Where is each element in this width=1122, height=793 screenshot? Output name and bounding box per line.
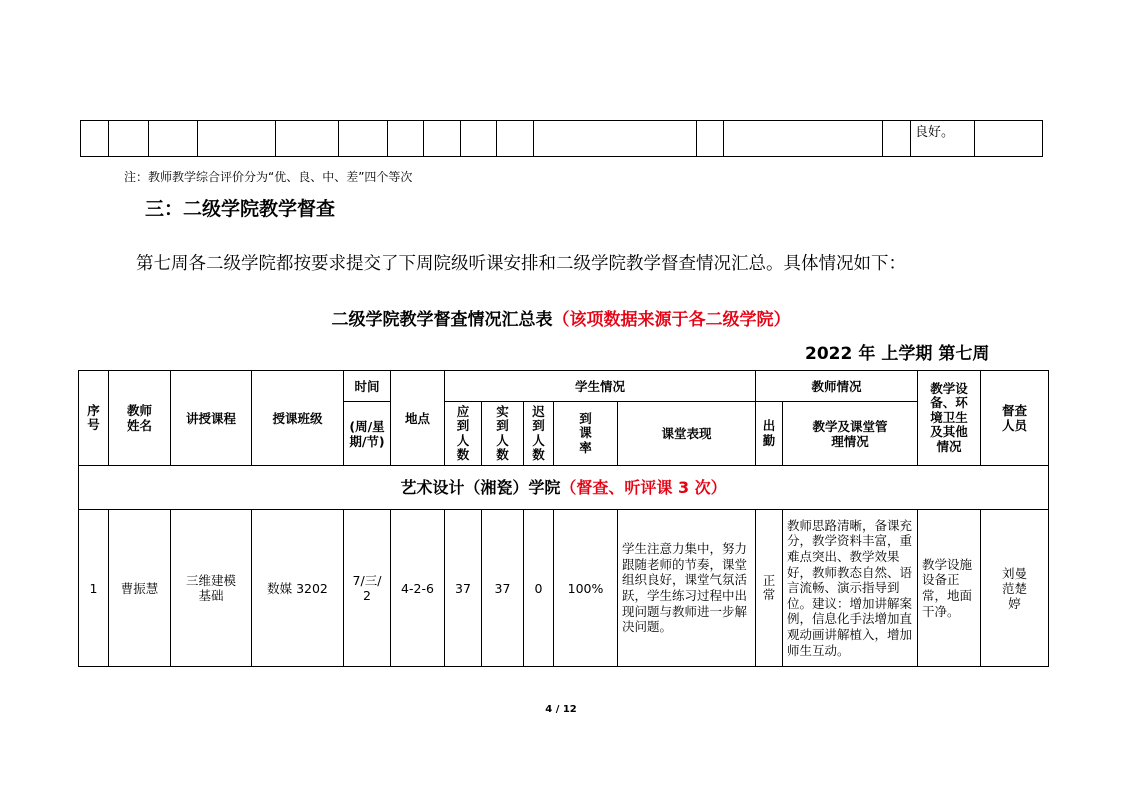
header-expected: 应到人数 (445, 402, 482, 466)
cell-actual: 37 (482, 510, 524, 667)
cell-rate: 100% (554, 510, 618, 667)
header-teacher-group: 教师情况 (756, 371, 918, 402)
fragment-cell (883, 121, 911, 157)
cell-seq: 1 (79, 510, 109, 667)
fragment-cell (424, 121, 461, 157)
fragment-cell (339, 121, 388, 157)
fragment-cell (388, 121, 424, 157)
header-time: 时间 (344, 371, 391, 402)
header-attendance: 出勤 (756, 402, 783, 466)
fragment-cell (724, 121, 883, 157)
term-label (805, 339, 995, 364)
table-row (79, 510, 1049, 667)
cell-late: 0 (524, 510, 554, 667)
fragment-cell (975, 121, 1043, 157)
college-section-title (79, 466, 1049, 510)
cell-location: 4-2-6 (391, 510, 445, 667)
cell-performance: 学生注意力集中，努力跟随老师的节奏，课堂组织良好，课堂气氛活跃，学生练习过程中出现问题与教师进一步解决问题。 (618, 510, 756, 667)
fragment-cell (697, 121, 724, 157)
fragment-cell (109, 121, 149, 157)
cell-course: 三维建模基础 (171, 510, 252, 667)
fragment-cell (198, 121, 276, 157)
header-class: 授课班级 (252, 371, 344, 466)
cell-time: 7/三/2 (344, 510, 391, 667)
fragment-cell (149, 121, 198, 157)
header-location: 地点 (391, 371, 445, 466)
fragment-cell (276, 121, 339, 157)
cell-teaching-mgmt: 教师思路清晰，备课充分，教学资料丰富，重难点突出、教学效果好，教师教态自然、语言流畅、演示指导到位。建议：增加讲解案例，信息化手法增加直观动画讲解植入，增加师生互动。 (783, 510, 918, 667)
table-title (0, 305, 1122, 330)
header-actual: 实到人数 (482, 402, 524, 466)
header-teaching-mgmt: 教学及课堂管理情况 (783, 402, 918, 466)
term-week: 第七周 (938, 344, 990, 364)
term-year: 2022 (805, 344, 853, 364)
page-number: 4 / 12 (545, 704, 577, 715)
fragment-cell (81, 121, 109, 157)
cell-expected: 37 (445, 510, 482, 667)
intro-paragraph: 第七周各二级学院都按要求提交了下周院级听课安排和二级学院教学督查情况汇总。具体情况如下： (136, 254, 906, 274)
inspection-summary-table (78, 370, 1049, 667)
header-rate: 到课率 (554, 402, 618, 466)
header-seq: 序号 (79, 371, 109, 466)
fragment-cell (497, 121, 534, 157)
cell-attendance: 正常 (756, 510, 783, 667)
header-performance: 课堂表现 (618, 402, 756, 466)
header-inspector: 督查人员 (981, 371, 1049, 466)
college-inspection-summary: （督查、听评课 3 次） (560, 477, 727, 497)
header-course: 讲授课程 (171, 371, 252, 466)
fragment-cell (461, 121, 497, 157)
header-time-format: (周/星期/节) (344, 402, 391, 466)
cell-inspector: 刘曼范楚婷 (981, 510, 1049, 667)
term-year-unit: 年 (858, 344, 876, 364)
cell-teacher: 曹振慧 (109, 510, 171, 667)
header-late: 迟到人数 (524, 402, 554, 466)
college-name: 艺术设计（湘瓷）学院 (400, 477, 561, 497)
term-semester: 上学期 (881, 344, 933, 364)
fragment-cell-text: 良好。 (911, 121, 975, 157)
header-student-group: 学生情况 (445, 371, 756, 402)
evaluation-note: 注：教师教学综合评价分为“优、良、中、差”四个等次 (124, 170, 413, 184)
previous-table-fragment (80, 120, 1043, 157)
section-heading: 三：二级学院教学督查 (145, 198, 336, 220)
cell-class: 数媒 3202 (252, 510, 344, 667)
table-title-source-note: （该项数据来源于各二级学院） (552, 310, 791, 330)
college-section-row (79, 466, 1049, 510)
header-facilities: 教学设备、环境卫生及其他情况 (918, 371, 981, 466)
header-teacher: 教师姓名 (109, 371, 171, 466)
fragment-cell (534, 121, 697, 157)
cell-facilities: 教学设施设备正常，地面干净。 (918, 510, 981, 667)
table-title-main: 二级学院教学督查情况汇总表 (331, 310, 553, 330)
